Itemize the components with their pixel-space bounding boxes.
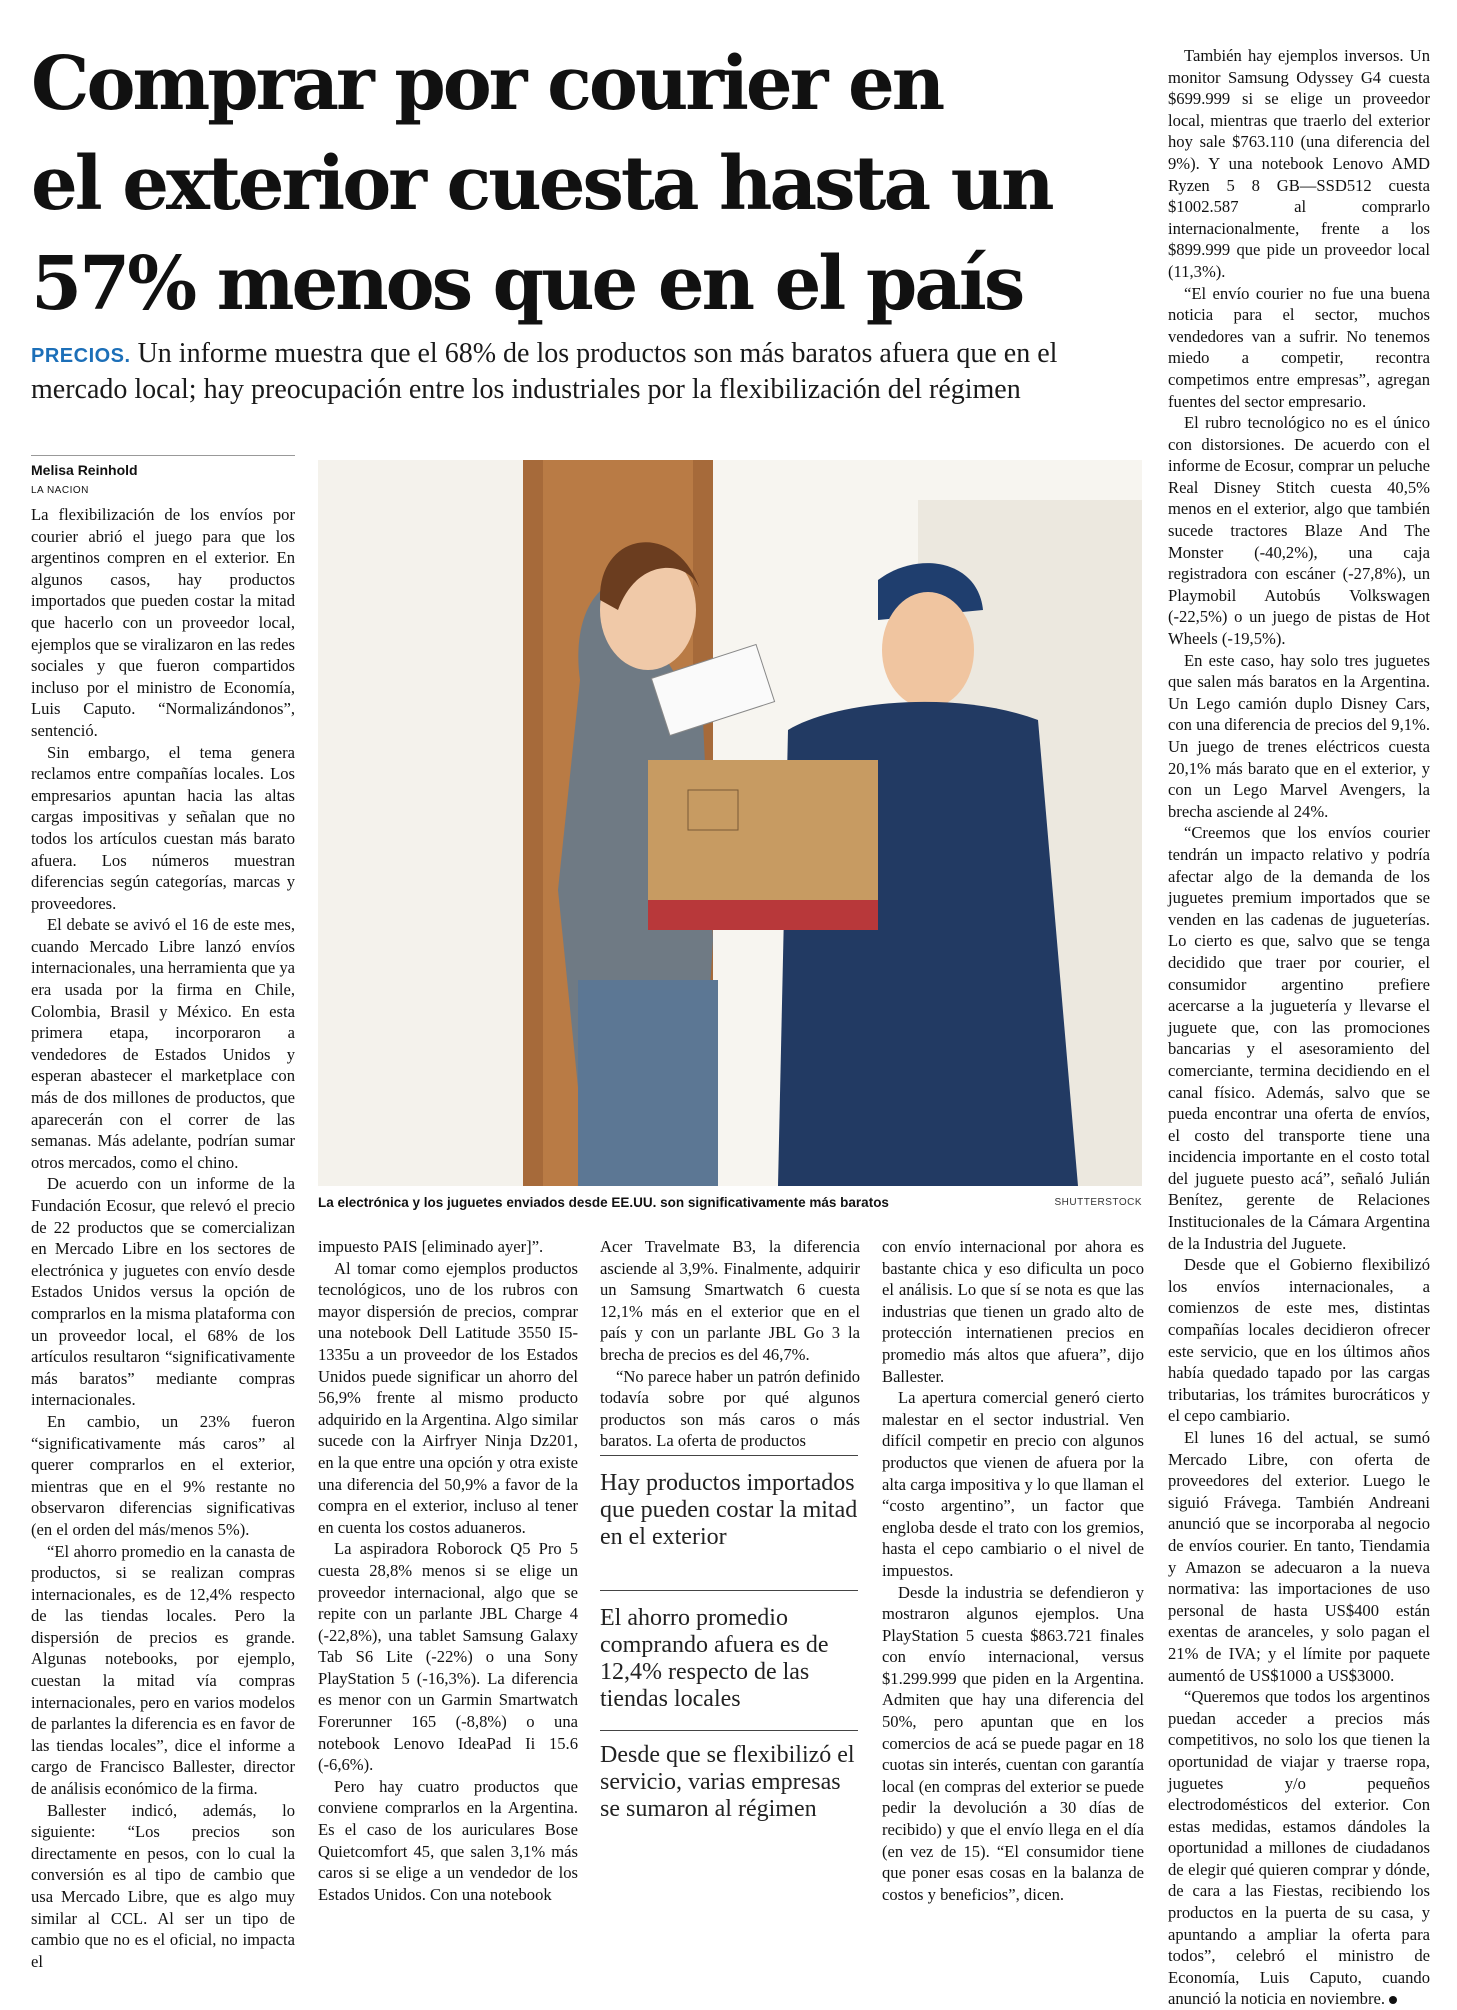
- paragraph: El debate se avivó el 16 de este mes, cuando Mercado Libre lanzó envíos internacionales, una herramienta que ya era usada por la firma en Chile, Colombia, Brasil y México. En esta primera etapa, incorporaron a vendedores de Estados Unidos y esperan abastecer el marketplace con más de dos millones de productos, que aparecerán con el correr de las semanas. Más adelante, podrían sumar otros mercados, como el chino.: [31, 915, 295, 1172]
- deck: [31, 337, 1141, 407]
- paragraph: “El ahorro promedio en la canasta de productos, si se realizan compras internacionales, es de 12,4% respecto de las tiendas locales. Pero la dispersión de precios es grande. Algunas notebooks, por ejemplo, cuestan la mitad vía compras internacionales, pero en varios modelos de parlantes la diferencia es en favor de las tiendas locales”, dice el informe a cargo de Francisco Ballester, director de análisis económico de la firma.: [31, 1541, 295, 1799]
- pullquote: Desde que se flexibilizó el servicio, varias empresas se sumaron al régimen: [600, 1742, 855, 1822]
- paragraph: En cambio, un 23% fueron “significativamente más caros” al querer comprarlos en el exterior, mientras que en el 9% restante no observaron diferencias significativas (en el orden del más/menos 5%).: [31, 1411, 295, 1539]
- paragraph: También hay ejemplos inversos. Un monitor Samsung Odyssey G4 cuesta $699.999 si se elige un proveedor local, mientras que traerlo del exterior hoy sale $763.110 (una diferencia del 9%). Y una notebook Lenovo AMD Ryzen 5 8 GB—SSD512 cuesta $1002.587 al comprarlo internacionalmente, frente a los $899.999 que pide un proveedor local (11,3%).: [1168, 46, 1430, 281]
- paragraph: “El envío courier no fue una buena noticia para el sector, muchos vendedores van a sufrir. No tenemos miedo a competir, recontra competimos entre empresas”, agregan fuentes del sector empresario.: [1168, 283, 1430, 411]
- pullquote-divider: [600, 1730, 858, 1731]
- byline-outlet: LA NACION: [31, 485, 89, 496]
- paragraph: La flexibilización de los envíos por courier abrió el juego para que los argentinos compren en el exterior. En algunos casos, hay productos importados que pueden costar la mitad que hacerlo con un proveedor local, ejemplos que se viralizaron en las redes sociales y que fueron compartidos incluso por el ministro de Economía, Luis Caputo. “Normalizándonos”, sentenció.: [31, 505, 295, 740]
- deck-text: Un informe muestra que el 68% de los productos son más baratos afuera que en el mercado local; hay preocupación entre los industriales por la flexibilización del régimen: [31, 338, 1058, 405]
- paragraph: impuesto PAIS [eliminado ayer]”.: [318, 1237, 544, 1256]
- pullquote-divider: [600, 1590, 858, 1591]
- headline-line: Comprar por courier en: [31, 41, 943, 127]
- paragraph: Pero hay cuatro productos que conviene comprarlos en la Argentina. Es el caso de los auriculares Bose Quietcomfort 45, que salen 3,1% más caros si se elige a un vendedor de los Estados Unidos. Con una notebook: [318, 1776, 578, 1904]
- headline-line: 57% menos que en el país: [31, 241, 1023, 327]
- paragraph: “Creemos que los envíos courier tendrán un impacto relativo y podría afectar algo de la demanda de los juguetes premium importados que se venden en las cadenas de jugueterías. Lo cierto es que, salvo que se tenga decidido que traer por courier, el consumidor argentino prefiere acercarse a la juguetería y llevarse el juguete que, con las promociones bancarias y el asesoramiento del comerciante, termina decidiendo en el canal físico. Además, salvo que se pueda encontrar una oferta de envíos, el costo del transporte tiene una incidencia importante en el costo total del juguete puesto acá”, señaló Julián Benítez, gerente de Relaciones Institucionales de la Cámara Argentina de la Industria del Juguete.: [1168, 823, 1430, 1253]
- paragraph: Desde que el Gobierno flexibilizó los envíos internacionales, a comienzos de este mes, distintas compañías locales decidieron ofrecer este servicio, que en los últimos años había quedado tapado por las cargas tributarias, los trámites burocráticos y el cepo cambiario.: [1168, 1255, 1430, 1426]
- paragraph: “No parece haber un patrón definido todavía sobre por qué algunos productos son más caros o más baratos. La oferta de productos: [600, 1366, 860, 1451]
- paragraph: Sin embargo, el tema genera reclamos entre compañías locales. Los empresarios apuntan hacia las altas cargas impositivas y señalan que no todos los artículos cuestan más barato afuera. Los números muestran diferencias según categorías, marcas y proveedores.: [31, 742, 295, 913]
- paragraph-text: “Queremos que todos los argentinos puedan acceder a precios más competitivos, no solo los que tienen la oportunidad de viajar y traerse ropa, juguetes y/o pequeños electrodomésticos del exterior. Con estas medidas, estamos dándoles la oportunidad a millones de ciudadanos de elegir qué quieren comprar y dónde, de cara a las Fiestas, recibiendo los productos en la puerta de su casa, y apuntando a ampliar la oferta para todos”, celebró el ministro de Economía, Luis Caputo, cuando anunció la noticia en noviembre.: [1168, 1687, 1430, 2009]
- paragraph: De acuerdo con un informe de la Fundación Ecosur, que relevó el precio de 22 productos que se comercializan en Mercado Libre en los sectores de electrónica y juguetes con envío desde Estados Unidos versus la opción de comprarlos en la misma plataforma con un proveedor local, el 68% de los artículos resultaron “significativamente más baratos” mediante compras internacionales.: [31, 1174, 295, 1410]
- article-column-2: [318, 1236, 578, 1905]
- article-column-4: [882, 1236, 1144, 1905]
- paragraph: [1168, 1686, 1430, 2010]
- paragraph: La aspiradora Roborock Q5 Pro 5 cuesta 28,8% menos si se elige un proveedor internacional, algo que se repite con un parlante JBL Charge 4 (-22,8%), una tablet Samsung Galaxy Tab S6 Lite (-22%) o una Sony PlayStation 5 (-16,3%). La diferencia es menor con un Garmin Smartwatch Forerunner 165 (-8,8%) o una notebook Lenovo IdeaPad Ii 15.6 (-6,6%).: [318, 1539, 578, 1775]
- article-column-5: [1168, 45, 1430, 2010]
- paragraph: La apertura comercial generó cierto malestar en el sector industrial. Ven difícil competir en precio con algunos productos que vienen de afuera por la alta carga impositiva y lo que llaman el “costo argentino”, un factor que engloba desde el trato con los gremios, hasta el cepo cambiario o el nivel de impuestos.: [882, 1388, 1144, 1580]
- article-column-1: [31, 504, 295, 1972]
- article-photo: [318, 460, 1142, 1186]
- pullquote: Hay productos importados que pueden costar la mitad en el exterior: [600, 1470, 858, 1550]
- caption-text: La electrónica y los juguetes enviados desde EE.UU. son significativamente más baratos: [318, 1195, 889, 1210]
- article-column-3: [600, 1236, 860, 1452]
- byline-divider: [31, 455, 295, 456]
- pullquote: El ahorro promedio comprando afuera es de 12,4% respecto de las tiendas locales: [600, 1605, 829, 1712]
- photo-caption: [318, 1195, 1142, 1210]
- paragraph: Ballester indicó, además, lo siguiente: “Los precios son directamente en pesos, con lo cual la conversión es al tipo de cambio que usa Mercado Libre, que es algo muy similar al CCL. Al ser un tipo de cambio que no es el oficial, no impacta el: [31, 1800, 295, 1971]
- paragraph: En este caso, hay solo tres juguetes que salen más baratos en la Argentina. Un Lego camión duplo Disney Cars, con una diferencia de precios del 9,1%. Un juego de trenes eléctricos cuesta 20,1% más barato que en el exterior, y con un Lego Marvel Avengers, la brecha asciende al 24%.: [1168, 650, 1430, 821]
- headline: [31, 34, 1141, 334]
- pullquote-divider: [600, 1455, 858, 1456]
- paragraph: El lunes 16 del actual, se sumó Mercado Libre, con oferta de proveedores del exterior. Luego le siguió Frávega. También Andreani anunció que se incorporaba al negocio de envíos courier. En tanto, Tiendamia y Amazon se adecuaron a la nueva normativa: las importaciones de uso personal de hasta US$400 están exentas de aranceles, y solo pagan el 21% de IVA; y el límite por paquete aumentó de US$1000 a US$3000.: [1168, 1428, 1430, 1685]
- paragraph: Al tomar como ejemplos productos tecnológicos, uno de los rubros con mayor dispersión de precios, comprar una notebook Dell Latitude 3550 I5-1335u a un proveedor de los Estados Unidos puede significar un ahorro del 56,9% frente al mismo producto adquirido en la Argentina. Algo similar sucede con la Airfryer Ninja Dz201, en la que entre una opción y otra existe una diferencia del 50,9% a favor de la compra en el exterior, incluso al tener en cuenta los costos aduaneros.: [318, 1258, 578, 1537]
- end-mark-icon: [1389, 1996, 1397, 2004]
- deck-kicker: PRECIOS.: [31, 345, 131, 367]
- photo-credit: SHUTTERSTOCK: [1054, 1197, 1142, 1208]
- paragraph: Acer Travelmate B3, la diferencia asciende al 3,9%. Finalmente, adquirir un Samsung Smartwatch 6 cuesta 12,1% más en el exterior que en el país y con un parlante JBL Go 3 la brecha de precios es del 46,7%.: [600, 1237, 860, 1364]
- paragraph: con envío internacional por ahora es bastante chica y eso dificulta un poco el análisis. Lo que sí se nota es que las industrias que tienen un grado alto de protección internatienen precios en promedio más altos que afuera”, dijo Ballester.: [882, 1237, 1144, 1386]
- paragraph: El rubro tecnológico no es el único con distorsiones. De acuerdo con el informe de Ecosur, comprar un peluche Real Disney Stitch cuesta 40,5% menos en el exterior, algo que también sucede tractores Blaze And The Monster (-40,2%), una caja registradora con escáner (-27,8%), un Playmobil Autobús Volkswagen (-22,5%) o un juego de pistas de Hot Wheels (-19,5%).: [1168, 413, 1430, 649]
- photo-illustration: [318, 460, 1142, 1186]
- byline-author: Melisa Reinhold: [31, 462, 138, 478]
- paragraph: Desde la industria se defendieron y mostraron algunos ejemplos. Una PlayStation 5 cuesta $863.721 finales con envío internacional, versus $1.299.999 que piden en la Argentina. Admiten que hay una diferencia del 50%, pero apuntan que en los comercios de acá se puede pagar en 18 cuotas sin interés, cuentan con garantía local (en compras del exterior se puede pedir la devolución a 30 días de recibido) y que el envío llega en el día (en vez de 15). “El consumidor tiene que poner esas cosas en la balanza de costos y beneficios”, dicen.: [882, 1582, 1144, 1904]
- headline-line: el exterior cuesta hasta un: [31, 141, 1052, 227]
